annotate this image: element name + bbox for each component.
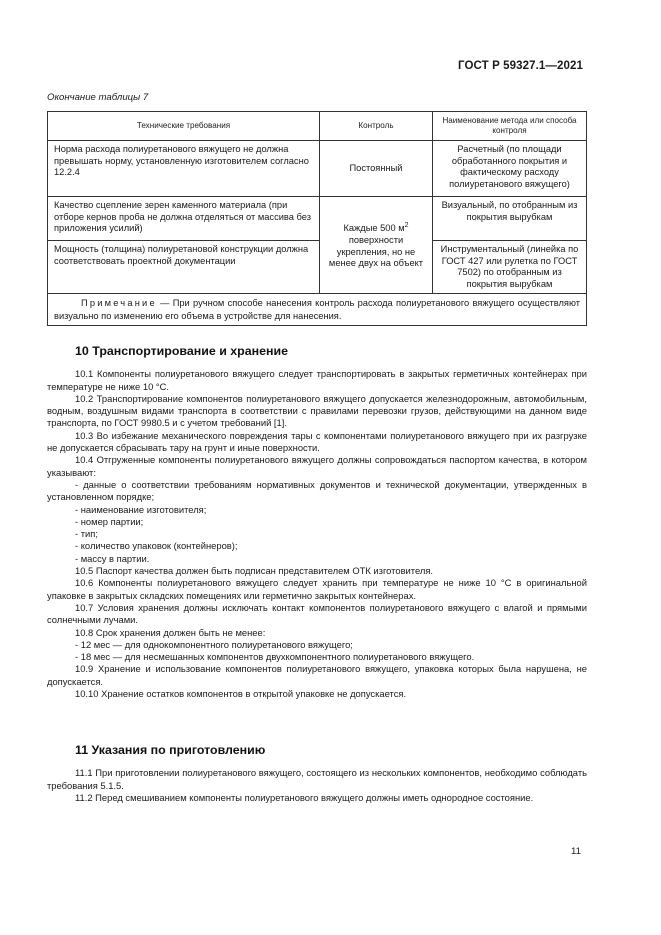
note-label: Примечание	[81, 298, 157, 309]
paragraph: 10.4 Отгруженные компоненты полиуретанового вяжущего должны сопровождаться паспортом качества, в котором указывают:	[47, 454, 587, 478]
standard-designation: ГОСТ Р 59327.1—2021	[458, 60, 583, 72]
section-preparation	[47, 744, 587, 804]
paragraph: 11.1 При приготовлении полиуретанового вяжущего, состоящего из нескольких компонентов, необходимо соблюдать требования 5.1.5.	[47, 767, 587, 791]
table-header-row	[48, 112, 587, 141]
table-row	[48, 241, 587, 294]
section-title: 10 Транспортирование и хранение	[75, 344, 288, 358]
table-row	[48, 197, 587, 241]
control-cell-shared	[320, 197, 433, 294]
section-title: 11 Указания по приготовлению	[75, 743, 266, 757]
paragraph: 10.8 Срок хранения должен быть не менее:	[75, 626, 266, 638]
control-shared-after: поверхности укрепления, но не менее двух на объект	[328, 235, 424, 269]
list-item: - данные о соответствии требованиям нормативных документов и технической документации, утвержденных в установленном порядке;	[47, 478, 587, 503]
paragraph: 10.2 Транспортирование компонентов полиуретанового вяжущего допускается железнодорожным, автомобильным, водным, воздушным видами транспорта в соответствии с правилами перевозки грузов, действующими на данном виде транспорта, по ГОСТ 9980.5 и с учетом требований [1].	[47, 392, 587, 429]
table-row	[48, 141, 587, 197]
paragraph: 11.2 Перед смешиванием компоненты полиуретанового вяжущего должны иметь однородное состояние.	[75, 791, 534, 803]
list-item: - номер партии;	[75, 515, 144, 527]
paragraph: 10.7 Условия хранения должны исключать контакт компонентов полиуретанового вяжущего с влагой и прямыми солнечными лучами.	[47, 601, 587, 626]
list-item: - 12 мес — для однокомпонентного полиуретанового вяжущего;	[75, 638, 353, 650]
list-item: - массу в партии.	[75, 552, 150, 564]
requirements-table	[47, 111, 587, 326]
control-cell: Постоянный	[320, 141, 433, 197]
note-text: — При ручном способе нанесения контроль расхода полиуретанового вяжущего осуществляют визуально по изменению его объема в устройстве для нанесения.	[54, 298, 580, 321]
column-header-control: Контроль	[320, 112, 433, 141]
method-cell: Расчетный (по площади обработанного покрытия и фактическому расходу полиуретанового вяжущего)	[433, 141, 587, 197]
paragraph: 10.3 Во избежание механического повреждения тары с компонентами полиуретанового вяжущего при их разгрузке не допускается сбрасывать тару на грунт и иные поверхности.	[47, 429, 587, 454]
control-shared-before: Каждые 500 м	[343, 223, 405, 234]
paragraph: 10.9 Хранение и использование компонентов полиуретанового вяжущего, упаковка которых была нарушена, не допускается.	[47, 663, 587, 687]
table-caption: Окончание таблицы 7	[47, 92, 149, 103]
requirement-cell: Норма расхода полиуретанового вяжущего не должна превышать норму, установленную изготовителем согласно 12.2.4	[48, 141, 320, 197]
page-number: 11	[571, 846, 581, 857]
list-item: - количество упаковок (контейнеров);	[75, 540, 238, 552]
paragraph: 10.10 Хранение остатков компонентов в открытой упаковке не допускается.	[75, 688, 407, 700]
list-item: - наименование изготовителя;	[75, 503, 207, 515]
method-cell: Инструментальный (линейка по ГОСТ 427 или рулетка по ГОСТ 7502) по отобранным из покрытия вырубкам	[433, 241, 587, 294]
control-shared-sup: 2	[404, 222, 409, 230]
paragraph: 10.6 Компоненты полиуретанового вяжущего следует хранить при температуре не ниже 10 °С в оригинальной упаковке в закрытых складских помещениях или герметично закрытых контейнерах.	[47, 577, 587, 601]
requirement-cell: Мощность (толщина) полиуретановой конструкции должна соответствовать проектной документации	[48, 241, 320, 294]
section-transport-storage	[47, 345, 587, 700]
paragraph: 10.5 Паспорт качества должен быть подписан представителем ОТК изготовителя.	[75, 565, 434, 577]
table-note-row	[48, 294, 587, 326]
list-item: - 18 мес — для несмешанных компонентов двухкомпонентного полиуретанового вяжущего.	[75, 651, 475, 663]
paragraph: 10.1 Компоненты полиуретанового вяжущего следует транспортировать в закрытых герметичных контейнерах при температуре не ниже 10 °С.	[47, 368, 587, 392]
requirement-cell: Качество сцепление зерен каменного материала (при отборе кернов проба не должна отделяться от массива без приложения усилий)	[48, 197, 320, 241]
method-cell: Визуальный, по отобранным из покрытия вырубкам	[433, 197, 587, 241]
table-note	[48, 294, 587, 326]
column-header-method: Наименование метода или способа контроля	[433, 112, 587, 141]
list-item: - тип;	[75, 528, 98, 540]
column-header-requirements: Технические требования	[48, 112, 320, 141]
